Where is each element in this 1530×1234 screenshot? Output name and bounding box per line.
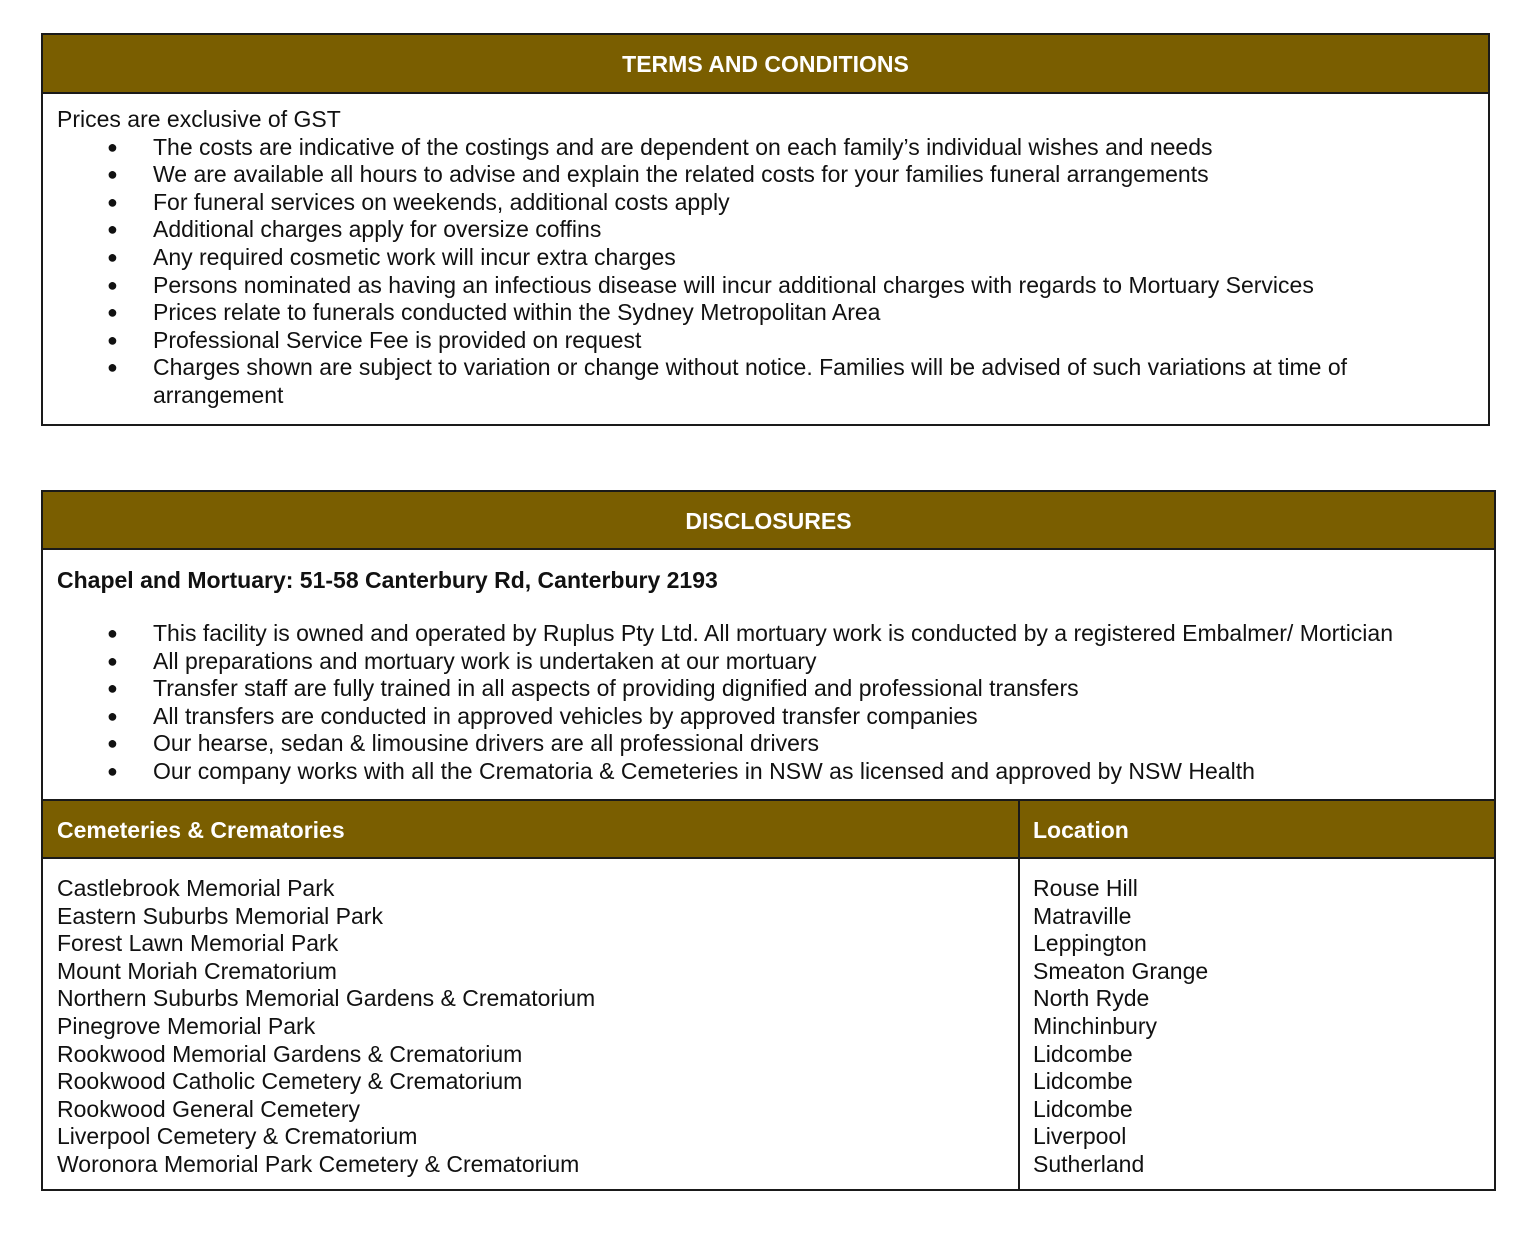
terms-section [41,33,1490,426]
location-name: Lidcombe [1033,1095,1133,1122]
terms-item [57,272,1474,300]
bullet-icon: ● [107,329,118,350]
terms-item [57,161,1474,189]
bullet-icon: ● [107,164,118,185]
terms-item-text: Persons nominated as having an infectious disease will incur additional charges with regards to Mortuary Services [153,271,1314,298]
location-name: Matraville [1033,902,1132,929]
bullet-icon: ● [107,650,118,671]
terms-item [57,134,1474,162]
terms-list [57,134,1474,410]
column-header-cemeteries: Cemeteries & Crematories [43,801,1020,857]
disclosures-body [43,550,1494,814]
location-name: Liverpool [1033,1123,1127,1150]
bullet-icon: ● [107,246,118,267]
terms-item [57,299,1474,327]
terms-intro: Prices are exclusive of GST [57,106,341,132]
disclosure-item [57,703,1480,731]
terms-item [57,189,1474,217]
disclosure-item-text: Our hearse, sedan & limousine drivers are all professional drivers [153,730,820,757]
terms-item [57,327,1474,355]
terms-item-text: The costs are indicative of the costings and are dependent on each family’s individual wishes and needs [153,133,1213,160]
location-name: Lidcombe [1033,1068,1133,1095]
disclosures-list [57,620,1480,814]
bullet-icon: ● [107,302,118,323]
location-name: Minchinbury [1033,1012,1157,1039]
bullet-icon: ● [107,623,118,643]
terms-item-text: We are available all hours to advise and explain the related costs for your families funeral arrangements [153,161,1209,188]
chapel-address: Chapel and Mortuary: 51-58 Canterbury Rd, Canterbury 2193 [57,567,718,593]
bullet-icon: ● [107,219,118,240]
terms-item-text: Charges shown are subject to variation or change without notice. Families will be advised of such variations at time of arrangement [153,354,1348,408]
disclosure-item [57,620,1480,648]
disclosure-item-text: This facility is owned and operated by Ruplus Pty Ltd. All mortuary work is conducted by a registered Embalmer/ Mortician [153,620,1394,646]
bullet-icon: ● [107,678,118,699]
cemetery-name: Castlebrook Memorial Park [57,875,335,901]
table-header [43,801,1494,859]
cemetery-name: Northern Suburbs Memorial Gardens & Crematorium [57,985,596,1012]
disclosure-item-text: Transfer staff are fully trained in all aspects of providing dignified and professional transfers [153,675,1079,702]
cemetery-name: Rookwood General Cemetery [57,1095,360,1122]
terms-item-text: For funeral services on weekends, additional costs apply [153,188,730,215]
cemeteries-table [43,799,1494,1191]
bullet-icon: ● [107,274,118,295]
disclosure-item [57,648,1480,676]
cemetery-name: Eastern Suburbs Memorial Park [57,902,383,929]
terms-item-text: Prices relate to funerals conducted within the Sydney Metropolitan Area [153,299,881,326]
disclosure-item [57,675,1480,703]
table-body [43,859,1494,1191]
disclosure-item-text: All preparations and mortuary work is undertaken at our mortuary [153,647,817,674]
disclosures-title: DISCLOSURES [43,492,1494,550]
terms-item [57,216,1474,244]
cemetery-name: Pinegrove Memorial Park [57,1012,316,1039]
location-column [1020,859,1494,1191]
location-name: Smeaton Grange [1033,957,1209,984]
cemetery-name: Rookwood Catholic Cemetery & Crematorium [57,1068,523,1095]
terms-item-text: Professional Service Fee is provided on request [153,326,642,353]
location-name: Leppington [1033,930,1147,957]
terms-item [57,244,1474,272]
bullet-icon: ● [107,136,118,157]
cemetery-name: Rookwood Memorial Gardens & Crematorium [57,1040,523,1067]
disclosure-item-text: All transfers are conducted in approved vehicles by approved transfer companies [153,702,978,729]
disclosures-section [41,490,1496,1191]
location-name: Lidcombe [1033,1040,1133,1067]
disclosure-item [57,758,1480,786]
cemetery-column [43,859,1020,1191]
bullet-icon: ● [107,357,118,378]
terms-item [57,354,1474,409]
bullet-icon: ● [107,733,118,754]
cemetery-name: Mount Moriah Crematorium [57,957,337,984]
location-name: Sutherland [1033,1150,1145,1177]
bullet-icon: ● [107,760,118,781]
cemetery-name: Liverpool Cemetery & Crematorium [57,1123,418,1150]
terms-title: TERMS AND CONDITIONS [43,35,1488,94]
terms-item-text: Additional charges apply for oversize coffins [153,216,602,243]
location-name: North Ryde [1033,985,1150,1012]
terms-item-text: Any required cosmetic work will incur extra charges [153,243,676,270]
terms-body [43,94,1488,410]
disclosure-item [57,730,1480,758]
bullet-icon: ● [107,705,118,726]
disclosure-item-text: Our company works with all the Crematoria & Cemeteries in NSW as licensed and approved by NSW Health [153,757,1255,784]
column-header-location: Location [1033,817,1129,843]
cemetery-name: Woronora Memorial Park Cemetery & Crematorium [57,1150,580,1177]
bullet-icon: ● [107,191,118,212]
location-name: Rouse Hill [1033,875,1138,901]
cemetery-name: Forest Lawn Memorial Park [57,930,339,957]
